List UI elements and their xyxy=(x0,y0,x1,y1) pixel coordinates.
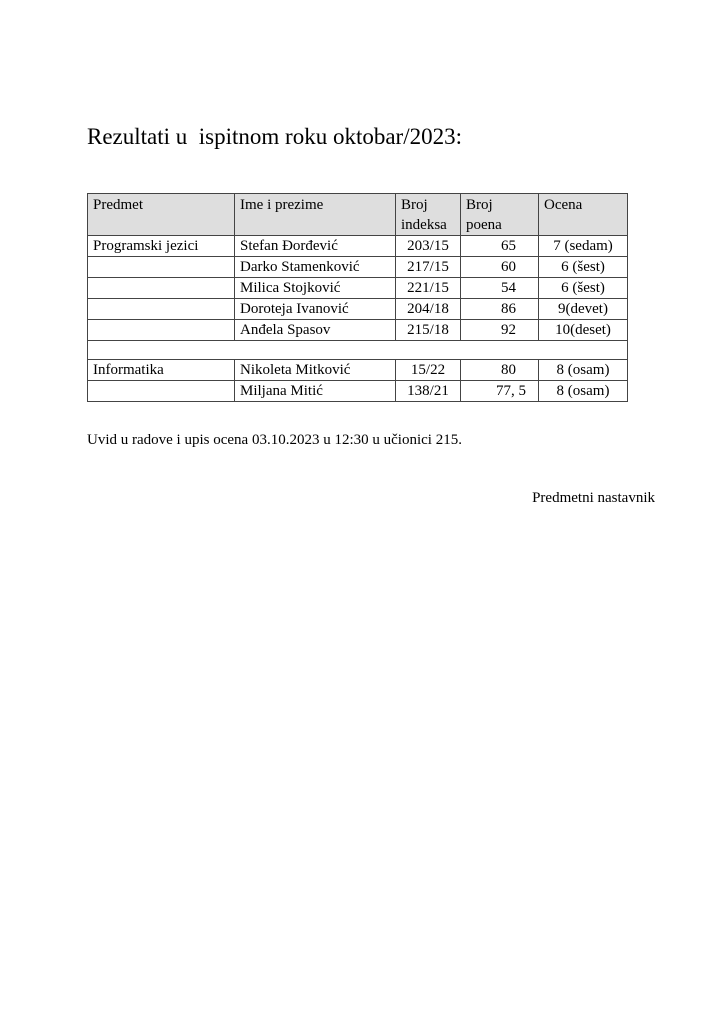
cell-index: 204/18 xyxy=(396,299,461,320)
cell-points: 80 xyxy=(461,360,539,381)
cell-subject xyxy=(88,278,235,299)
cell-index: 15/22 xyxy=(396,360,461,381)
cell-index: 138/21 xyxy=(396,381,461,402)
cell-index: 217/15 xyxy=(396,257,461,278)
cell-points: 60 xyxy=(461,257,539,278)
spacer-cell xyxy=(88,341,628,360)
cell-grade: 8 (osam) xyxy=(539,360,628,381)
cell-points: 54 xyxy=(461,278,539,299)
header-name: Ime i prezime xyxy=(235,194,396,236)
cell-index: 221/15 xyxy=(396,278,461,299)
cell-grade: 6 (šest) xyxy=(539,257,628,278)
cell-points: 77, 5 xyxy=(461,381,539,402)
cell-name: Stefan Đorđević xyxy=(235,236,396,257)
table-spacer-row xyxy=(88,341,628,360)
header-grade: Ocena xyxy=(539,194,628,236)
cell-subject: Informatika xyxy=(88,360,235,381)
header-index xyxy=(396,194,461,236)
cell-name: Milica Stojković xyxy=(235,278,396,299)
table-row xyxy=(88,299,628,320)
cell-points: 86 xyxy=(461,299,539,320)
cell-grade: 8 (osam) xyxy=(539,381,628,402)
cell-name: Miljana Mitić xyxy=(235,381,396,402)
cell-name: Nikoleta Mitković xyxy=(235,360,396,381)
header-subject: Predmet xyxy=(88,194,235,236)
cell-index: 215/18 xyxy=(396,320,461,341)
cell-name: Anđela Spasov xyxy=(235,320,396,341)
table-row xyxy=(88,257,628,278)
table-row xyxy=(88,278,628,299)
cell-index: 203/15 xyxy=(396,236,461,257)
header-index-line1: Broj xyxy=(401,197,428,213)
cell-points: 65 xyxy=(461,236,539,257)
cell-grade: 7 (sedam) xyxy=(539,236,628,257)
table-row xyxy=(88,381,628,402)
cell-points: 92 xyxy=(461,320,539,341)
header-points xyxy=(461,194,539,236)
cell-grade: 10(deset) xyxy=(539,320,628,341)
cell-grade: 6 (šest) xyxy=(539,278,628,299)
cell-subject xyxy=(88,320,235,341)
header-index-line2: indeksa xyxy=(401,217,447,233)
table-row xyxy=(88,236,628,257)
cell-grade: 9(devet) xyxy=(539,299,628,320)
cell-subject xyxy=(88,299,235,320)
cell-name: Darko Stamenković xyxy=(235,257,396,278)
page-title: Rezultati u ispitnom roku oktobar/2023: xyxy=(87,124,462,149)
cell-subject: Programski jezici xyxy=(88,236,235,257)
cell-name: Doroteja Ivanović xyxy=(235,299,396,320)
cell-subject xyxy=(88,257,235,278)
table-row xyxy=(88,360,628,381)
header-points-line2: poena xyxy=(466,217,502,233)
table-row xyxy=(88,320,628,341)
signature: Predmetni nastavnik xyxy=(532,490,655,506)
review-note: Uvid u radove i upis ocena 03.10.2023 u 12:30 u učionici 215. xyxy=(87,432,462,448)
cell-subject xyxy=(88,381,235,402)
results-table xyxy=(87,193,628,402)
header-points-line1: Broj xyxy=(466,197,493,213)
table-header-row xyxy=(88,194,628,236)
